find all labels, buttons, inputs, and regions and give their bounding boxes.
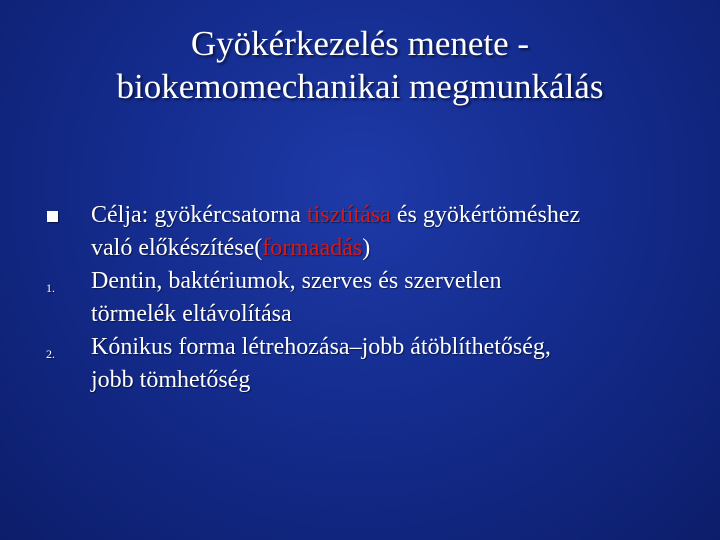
- goal-text-c: való előkészítése(: [91, 235, 263, 261]
- goal-text-b: és gyökértöméshez: [390, 202, 581, 228]
- goal-text-shaping-highlight: formaadás: [262, 235, 363, 261]
- goal-text-d: ): [362, 235, 371, 261]
- bullet-number-2: 2.: [46, 347, 55, 361]
- bullet-item-goal-line-2: [91, 232, 681, 265]
- bullet-item-2-line-2: jobb tömhetőség: [91, 367, 251, 393]
- goal-text-a: Célja: gyökércsatorna: [91, 202, 307, 228]
- square-bullet-icon: [46, 199, 66, 232]
- bullet-item-1-line-1: Dentin, baktériumok, szerves és szervetlen: [91, 268, 502, 294]
- bullet-item-goal: [0, 199, 681, 265]
- slide-title: [0, 22, 720, 108]
- title-line-2: biokemomechanikai megmunkálás: [116, 67, 604, 106]
- bullet-list: [0, 199, 720, 397]
- bullet-number-1: 1.: [46, 281, 55, 295]
- bullet-item-1-line-2: törmelék eltávolítása: [91, 301, 292, 327]
- title-line-1: Gyökérkezelés menete -: [190, 24, 530, 63]
- bullet-item-2-line-1: Kónikus forma létrehozása–jobb átöblíthetőség,: [91, 334, 551, 360]
- bullet-item-goal-line-1: [91, 199, 681, 232]
- bullet-item-2: [0, 331, 681, 397]
- goal-text-cleaning-highlight: tisztítása: [306, 202, 391, 228]
- bullet-item-1: [0, 265, 681, 331]
